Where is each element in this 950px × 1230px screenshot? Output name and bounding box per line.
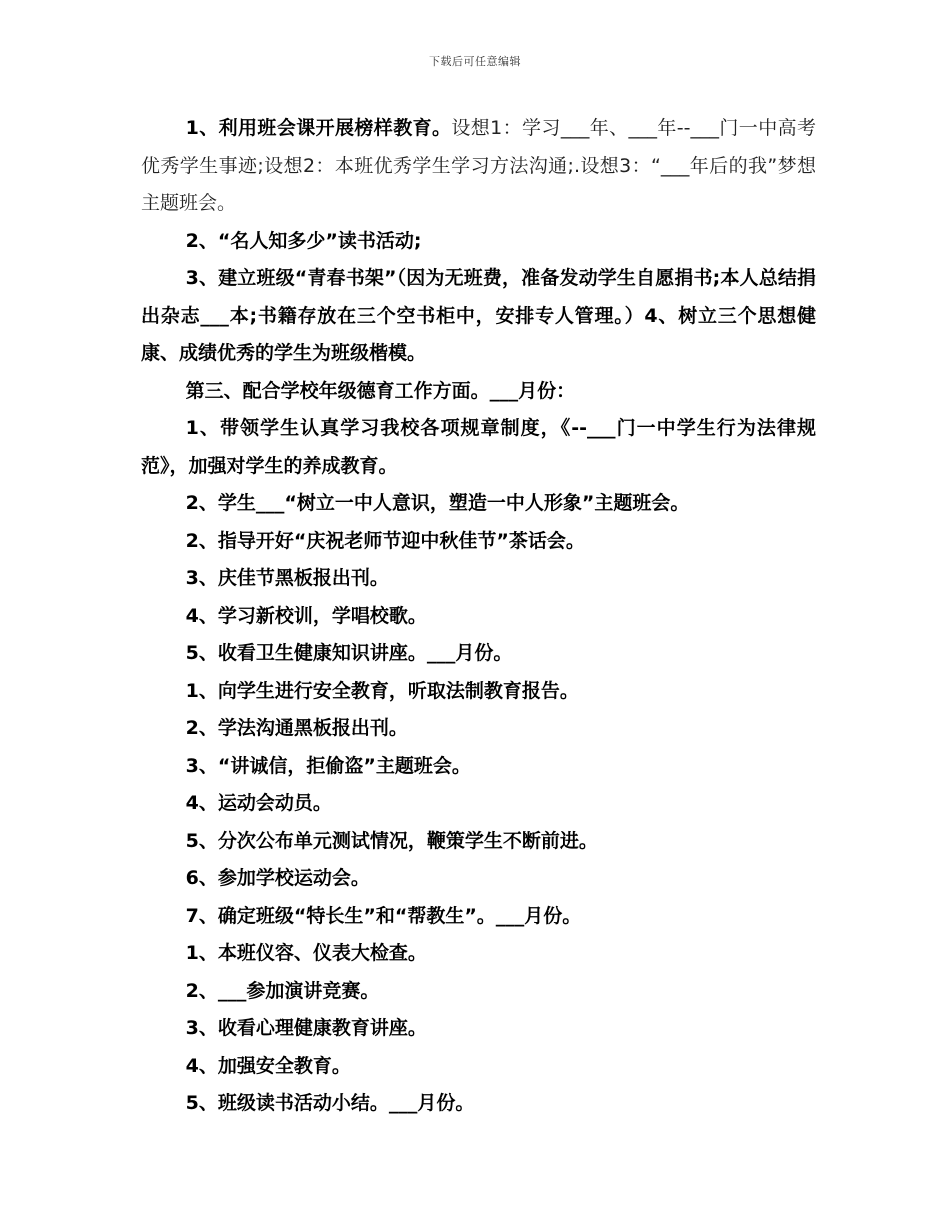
paragraph-bold-text: 7、确定班级“特长生”和“帮教生”。___月份。 <box>185 904 582 927</box>
paragraph <box>141 485 816 523</box>
paragraph <box>141 1048 816 1086</box>
paragraph-bold-text: 3、庆佳节黑板报出刊。 <box>185 567 389 589</box>
paragraph <box>141 860 816 898</box>
document-body <box>141 110 816 1123</box>
paragraph-bold-text: 5、分次公布单元测试情况，鞭策学生不断前进。 <box>185 829 598 852</box>
paragraph-bold-text: 3、“讲诚信，拒偷盗”主题班会。 <box>185 754 471 777</box>
paragraph-bold-text: 2、指导开好“庆祝老师节迎中秋佳节”茶话会。 <box>185 529 585 552</box>
paragraph <box>141 898 816 936</box>
paragraph <box>141 748 816 786</box>
paragraph <box>141 973 816 1011</box>
paragraph-bold-text: 4、加强安全教育。 <box>185 1054 351 1077</box>
paragraph-bold-text: 1、利用班会课开展榜样教育。 <box>185 117 452 139</box>
paragraph-bold-text: 2、“名人知多少”读书活动; <box>185 229 422 252</box>
paragraph <box>141 260 816 373</box>
paragraph <box>141 673 816 711</box>
paragraph <box>141 410 816 485</box>
paragraph-bold-text: 2、学生___“树立一中人意识，塑造一中人形象”主题班会。 <box>185 492 690 514</box>
paragraph-normal-text: 设想1：学习___年、___年--___门一中高考优秀学生事迹;设想2：本班优秀学生学习方法沟通;.设想3：“___年后的我”梦想主题班会。 <box>141 117 816 214</box>
paragraph <box>141 710 816 748</box>
paragraph-bold-text: 5、班级读书活动小结。___月份。 <box>185 1092 475 1114</box>
paragraph-bold-text: 5、收看卫生健康知识讲座。___月份。 <box>185 642 513 664</box>
paragraph-bold-text: 1、带领学生认真学习我校各项规章制度，《--___门一中学生行为法律规范》，加强对学生的养成教育。 <box>141 417 816 477</box>
paragraph <box>141 785 816 823</box>
paragraph <box>141 223 816 261</box>
paragraph-bold-text: 3、收看心理健康教育讲座。 <box>185 1017 427 1039</box>
paragraph-bold-text: 4、运动会动员。 <box>185 792 332 814</box>
paragraph-bold-text: 3、建立班级“青春书架”（因为无班费，准备发动学生自愿捐书;本人总结捐出杂志___本;书籍存放在三个空书柜中，安排专人管理。）4、树立三个思想健康、成绩优秀的学生为班级楷模。 <box>141 267 816 364</box>
paragraph-bold-text: 2、学法沟通黑板报出刊。 <box>185 717 408 739</box>
paragraph-bold-text: 2、___参加演讲竞赛。 <box>185 979 380 1002</box>
paragraph-bold-text: 4、学习新校训，学唱校歌。 <box>185 604 427 627</box>
paragraph <box>141 635 816 673</box>
paragraph-bold-text: 1、本班仪容、仪表大检查。 <box>185 942 427 964</box>
paragraph <box>141 935 816 973</box>
paragraph <box>141 560 816 598</box>
paragraph <box>141 823 816 861</box>
paragraph-bold-text: 1、向学生进行安全教育，听取法制教育报告。 <box>185 679 579 702</box>
paragraph <box>141 523 816 561</box>
paragraph <box>141 1010 816 1048</box>
paragraph-bold-text: 第三、配合学校年级德育工作方面。___月份： <box>185 379 576 402</box>
paragraph <box>141 110 816 223</box>
paragraph <box>141 373 816 411</box>
paragraph <box>141 1085 816 1123</box>
page-header-note: 下载后可任意编辑 <box>429 55 521 68</box>
paragraph-bold-text: 6、参加学校运动会。 <box>185 867 370 889</box>
paragraph <box>141 598 816 636</box>
